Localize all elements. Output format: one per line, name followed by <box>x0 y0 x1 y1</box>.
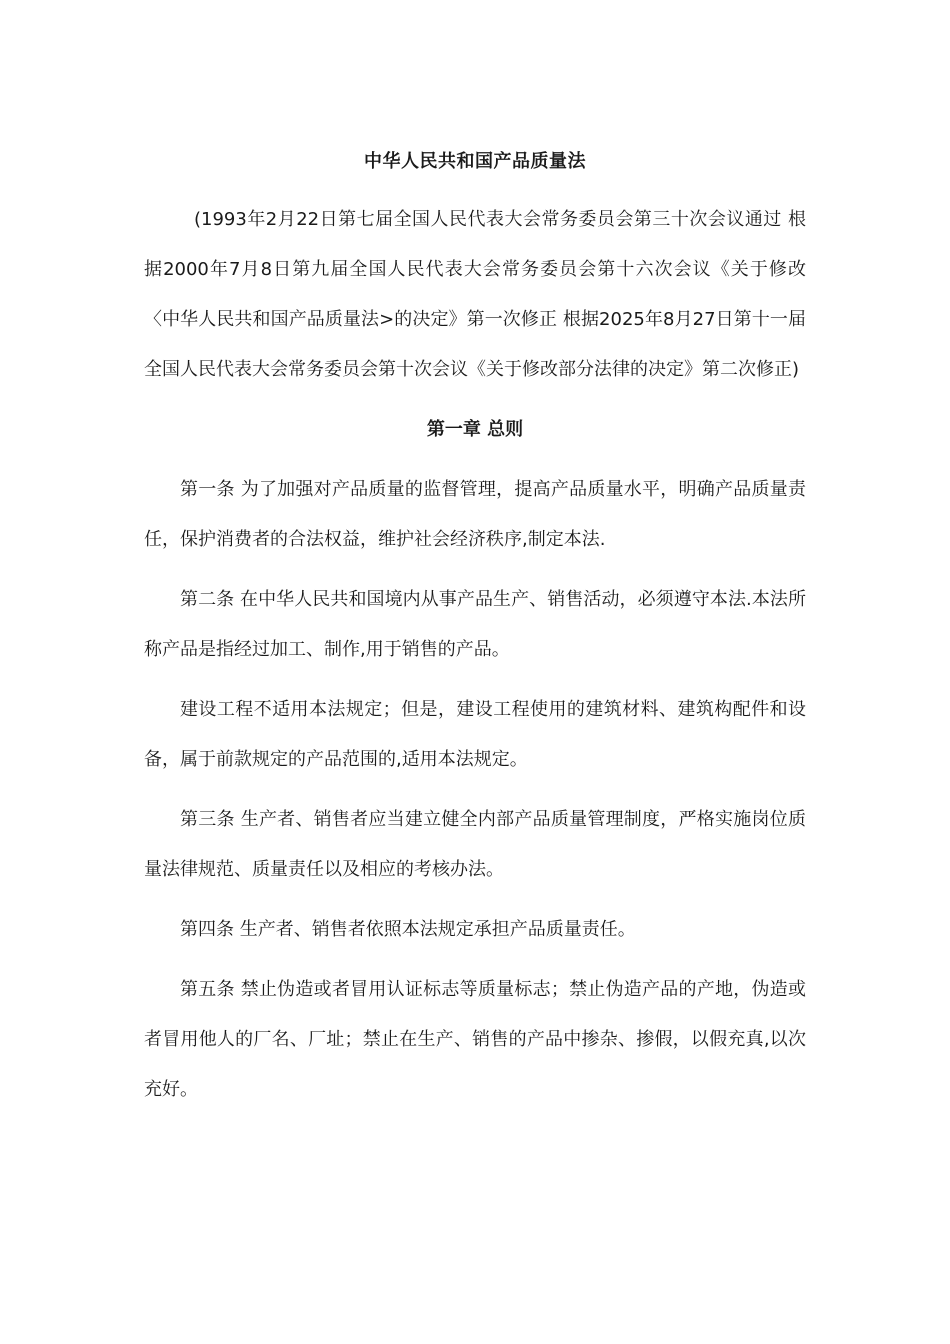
article-1: 第一条 为了加强对产品质量的监督管理，提高产品质量水平，明确产品质量责任，保护消费者的合法权益，维护社会经济秩序,制定本法. <box>144 479 806 550</box>
article-4: 第四条 生产者、销售者依照本法规定承担产品质量责任。 <box>180 919 636 940</box>
article-3: 第三条 生产者、销售者应当建立健全内部产品质量管理制度，严格实施岗位质量法律规范、质量责任以及相应的考核办法。 <box>144 809 806 880</box>
chapter-heading: 第一章 总则 <box>426 419 524 440</box>
document-body <box>144 137 806 1125</box>
document-title: 中华人民共和国产品质量法 <box>364 151 586 172</box>
article-2-clause-2: 建设工程不适用本法规定；但是，建设工程使用的建筑材料、建筑构配件和设备，属于前款规定的产品范围的,适用本法规定。 <box>144 699 806 770</box>
article-2: 第二条 在中华人民共和国境内从事产品生产、销售活动，必须遵守本法.本法所称产品是指经过加工、制作,用于销售的产品。 <box>144 589 806 660</box>
article-5: 第五条 禁止伪造或者冒用认证标志等质量标志；禁止伪造产品的产地，伪造或者冒用他人的厂名、厂址；禁止在生产、销售的产品中掺杂、掺假，以假充真,以次充好。 <box>144 979 806 1100</box>
amendment-history: (1993年2月22日第七届全国人民代表大会常务委员会第三十次会议通过 根据2000年7月8日第九届全国人民代表大会常务委员会第十六次会议《关于修改〈中华人民共和国产品质量法>的决定》第一次修正 根据2025年8月27日第十一届全国人民代表大会常务委员会第十次会议《关于修改部分法律的决定》第二次修正) <box>144 209 806 380</box>
